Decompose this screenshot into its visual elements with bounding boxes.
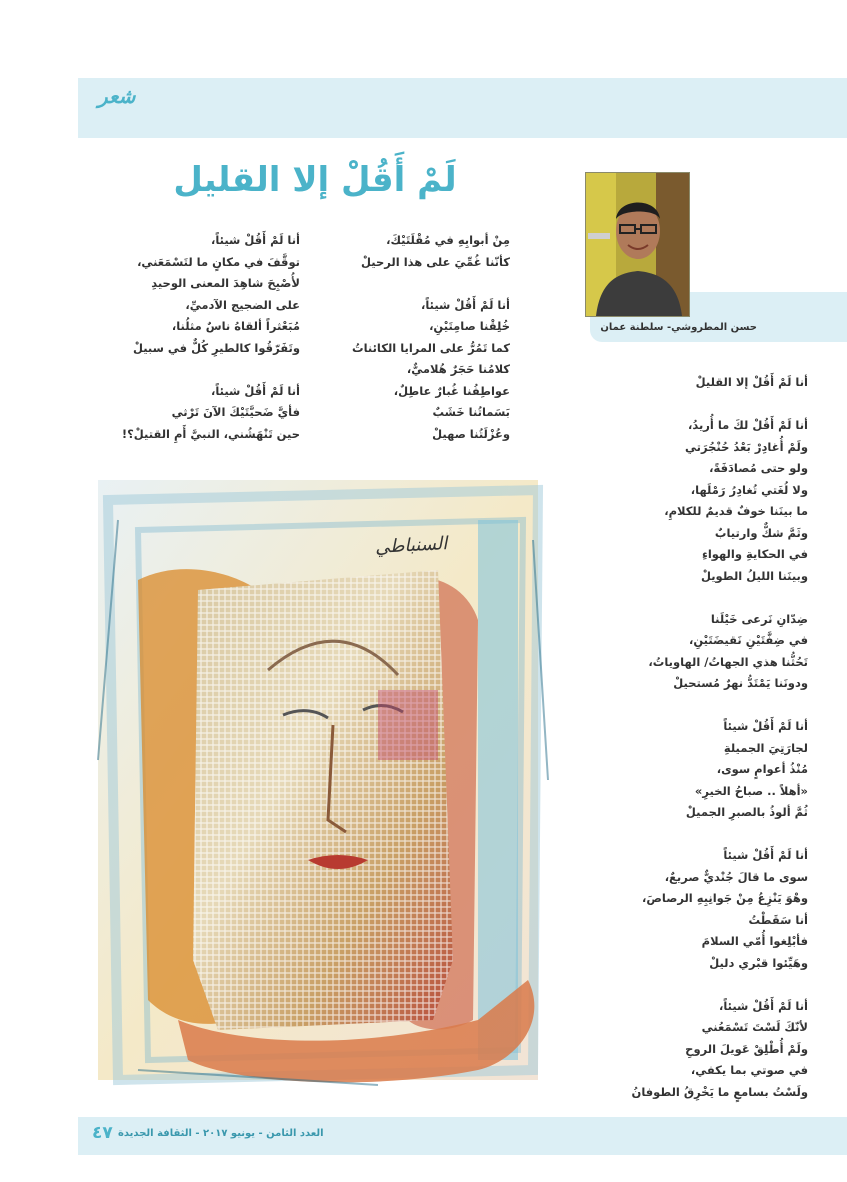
poem-line: في ضِفَّتَيْنِ نَقيضَتَيْنِ،: [688, 633, 808, 647]
stanza-gap: [560, 695, 808, 717]
poem-line: ما بينَنا خوفٌ قديمٌ للكلامِ،: [664, 504, 808, 518]
poem-line: أنا سَقَطْتُ: [748, 912, 808, 927]
poem-column-left: [100, 230, 300, 445]
poem-line: ثُمَّ ألوذُ بالصبرِ الجميلْ: [685, 805, 808, 819]
painting-illustration: [78, 460, 553, 1090]
poem-line: وثَمَّ شكٌّ وارتيابٌ: [714, 525, 808, 540]
poem-line: ولَسْتُ بسامعٍ ما يَخْرِقُ الطوفانُ: [631, 1084, 808, 1099]
poem-line: أنا لَمْ أَقُلْ لكَ ما أُريدُ،: [687, 418, 808, 432]
issue-info: العدد الثامن - يونيو ٢٠١٧ - الثقافة الجديدة: [118, 1128, 324, 1139]
poem-line: أنا لَمْ أَقُلْ شيئاً،: [420, 297, 510, 312]
poem-line: توقَّفَ في مكانٍ ما لتَسْمَعَني،: [137, 254, 300, 269]
poem-line: «أهلاً .. صباحُ الخيرِ»: [694, 783, 808, 798]
poem-line: مُنْذُ أعوامٍ سوى،: [716, 762, 808, 776]
poem-line: كلامُنا حَجَرٌ هُلاميٌّ،: [406, 362, 510, 376]
poem-line: على الضجيج الآدميِّ،: [185, 297, 300, 312]
poem-line: أنا لَمْ أَقُلْ إلا القليلْ: [695, 375, 808, 389]
poem-line: لأُصْبِحَ شاهِدَ المعنى الوحيدِ: [151, 276, 300, 290]
poem-line: وهَيِّئوا قبْري دليلْ: [709, 955, 808, 970]
author-caption: حسن المطروشي- سلطنة عمان: [600, 322, 757, 333]
poem-line: لجارَتِيَ الجميلةِ: [723, 740, 808, 755]
poem-line: مِنْ أبوابِهِ في مُقْلَتَيْكَ،: [386, 233, 510, 247]
poem-line: ولَمْ أُغادِرْ بَعْدُ حُنْجُرَتي: [685, 439, 808, 454]
poem-line: وهْوَ يَنْزِعُ مِنْ جَوانِبِهِ الرصاصَ،: [642, 891, 808, 905]
author-portrait-icon: [586, 173, 689, 316]
stanza-gap: [560, 974, 808, 996]
painting-signature: السنباطي: [374, 533, 448, 558]
poem-line: كأنّنا غُمِّيَ على هذا الرحيلْ: [361, 254, 510, 269]
poem-line: ولا لُغَتي تُغادِرُ رَمْلَها،: [690, 482, 808, 497]
section-header-bar: [78, 78, 847, 138]
section-label: شعر: [98, 84, 136, 108]
poem-line: وبينَنا الليلُ الطويلْ: [700, 568, 808, 583]
face-painting-icon: [78, 460, 553, 1090]
poem-line: بَسَماتُنا خَشَبٌ: [432, 405, 510, 419]
page-number: ٤٧: [92, 1123, 113, 1143]
poem-column-middle: [340, 230, 510, 445]
stanza-gap: [340, 273, 510, 295]
poem-line: خُلِقْنا صامِتَيْنِ،: [429, 319, 510, 333]
poem-line: أنا لَمْ أَقُلْ شيئاً،: [210, 233, 300, 247]
poem-line: في صوتي بما يكفي،: [690, 1063, 808, 1077]
poem-line: فأيَّ ضَحيَّتَيْكَ الآنَ تَرْثي: [171, 405, 300, 419]
poem-line: ودونَنا يَمْتَدُّ نهرٌ مُستحيلْ: [673, 676, 808, 690]
poem-line: في الحكايةِ والهواءِ: [701, 547, 808, 561]
poem-line: ضِدّانِ نَرعى خَيْلَنا: [710, 611, 808, 626]
stanza-gap: [100, 359, 300, 381]
stanza-gap: [560, 587, 808, 609]
poem-line: أنا لَمْ أَقُلْ شيئاً: [723, 848, 808, 862]
poem-line: أنا لَمْ أَقُلْ شيئاً،: [718, 998, 808, 1013]
poem-column-right: [560, 372, 808, 1103]
poem-line: ولَمْ أُطْلِقْ عَويلَ الروحِ: [685, 1041, 808, 1056]
poem-line: عواطِفُنا غُبارٌ عاطِلٌ،: [393, 383, 510, 398]
poem-line: تَحُثُّنا هذي الجهاتُ/ الهاوياتُ،: [648, 654, 808, 669]
poem-title: لَمْ أَقُلْ إلا القليل: [173, 160, 457, 200]
poem-line: أنا لَمْ أَقُلْ شيئاً،: [210, 383, 300, 398]
poem-line: لأنّكَ لَسْتَ تَسْمَعُني: [701, 1020, 808, 1034]
author-photo: [585, 172, 690, 317]
stanza-gap: [560, 824, 808, 846]
poem-line: أنا لَمْ أَقُلْ شيئاً: [723, 719, 808, 733]
poem-line: ولو حتى مُصادَفَةً،: [709, 461, 808, 475]
stanza-gap: [560, 394, 808, 416]
poem-line: فأبْلِغوا أُمّي السلامَ: [701, 934, 808, 948]
poem-line: كما تَمُرُّ على المرايا الكائناتُ: [352, 340, 510, 355]
poem-line: مُبَعْثراً ألقاهُ ناسٌ مثلُنا،: [171, 319, 300, 333]
poem-line: سوى ما قالَ جُنْديٌّ صريعٌ،: [664, 869, 808, 884]
poem-line: وعُزْلَتُنا صهيلْ: [432, 426, 510, 441]
poem-line: حين تَنْهَشُني، النبيَّ أَمِ القتيلْ؟!: [121, 426, 300, 441]
poem-line: وتَفَرّقُوا كالطيرِ كُلٌّ في سبيلْ: [132, 340, 300, 355]
